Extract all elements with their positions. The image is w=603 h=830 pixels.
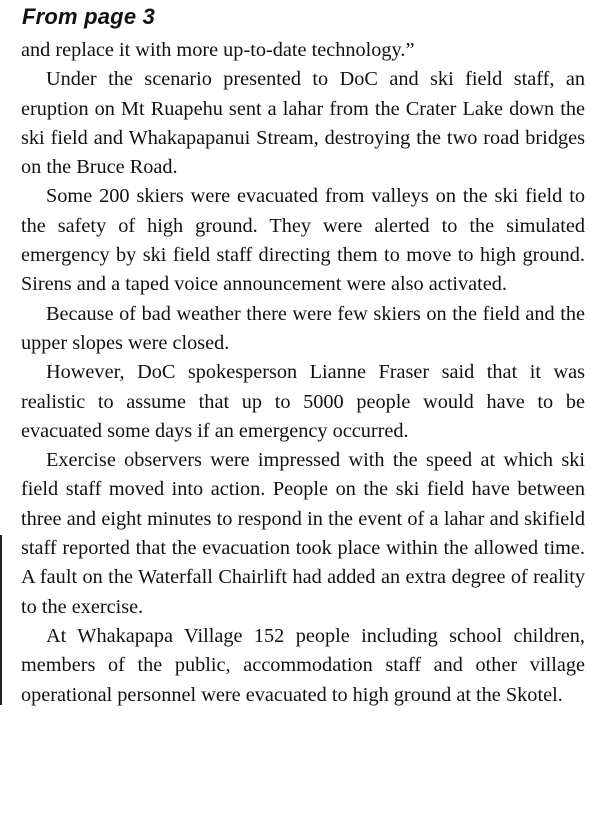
paragraph: However, DoC spokesperson Lianne Fraser said that it was realistic to assume that up to 5000 people would have to be evacuated some days if an emergency occurred. [21, 361, 585, 442]
paragraph: Under the scenario presented to DoC and ski field staff, an eruption on Mt Ruapehu sent a lahar from the Crater Lake down the ski field and Whakapapanui Stream, destroying the two road bridges on the Bruce Road. [21, 68, 585, 179]
paragraph: At Whakapapa Village 152 people including school children, members of the public, accommodation staff and other village operational personnel were evacuated to high ground at the Skotel. [21, 624, 585, 706]
paragraph: Because of bad weather there were few skiers on the field and the upper slopes were closed. [21, 302, 585, 354]
paragraph: Some 200 skiers were evacuated from valleys on the ski field to the safety of high ground. They were alerted to the simulated emergency by ski field staff directing them to move to high ground. Sirens and a taped voice announcement were also activated. [21, 185, 585, 296]
article-body [21, 36, 585, 710]
paragraph: Exercise observers were impressed with the speed at which ski field staff moved into action. People on the ski field have between three and eight minutes to respond in the event of a lahar and skifield staff reported that the evacuation took place within the allowed time. A fault on the Waterfall Chairlift had added an extra degree of reality to the exercise. [21, 449, 585, 618]
paragraph-continued: and replace it with more up-to-date technology.” [21, 39, 415, 61]
column-rule [0, 535, 2, 705]
continuation-heading: From page 3 [22, 4, 156, 29]
